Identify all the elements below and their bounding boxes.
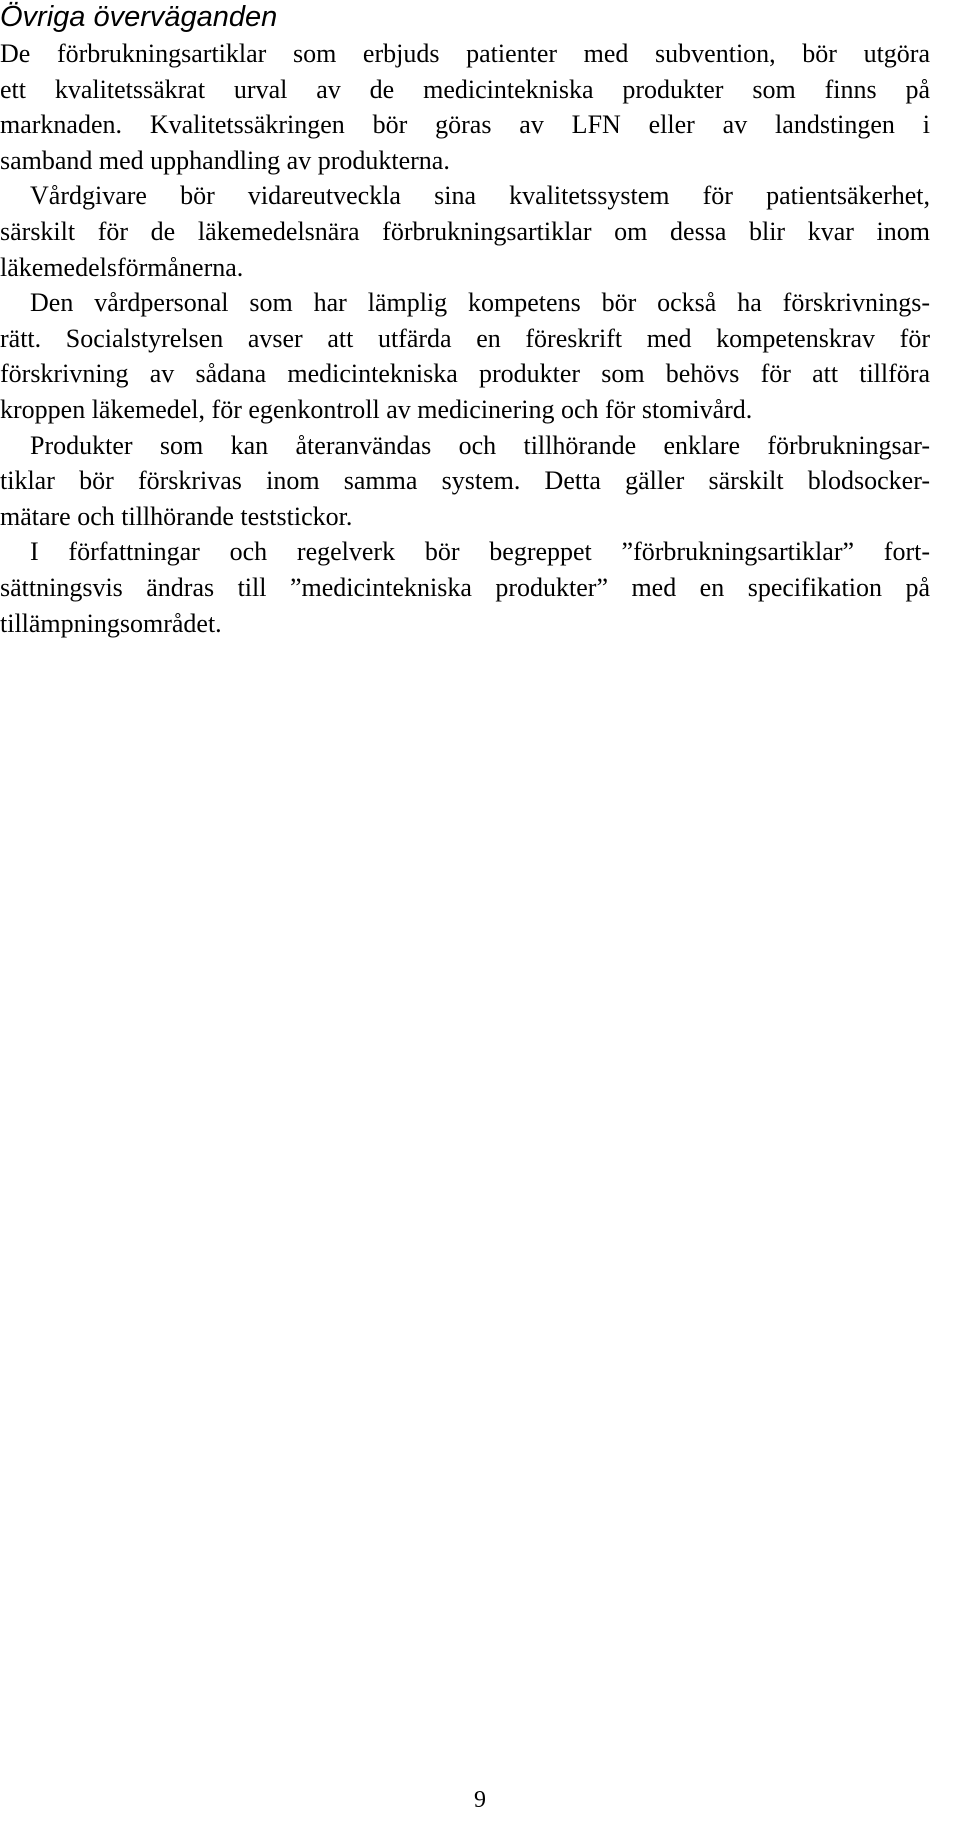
text-line: Vårdgivare bör vidareutveckla sina kvalitetssystem för patientsäkerhet,	[30, 181, 930, 211]
text-line: förskrivning av sådana medicintekniska produkter som behövs för att tillföra	[0, 359, 930, 389]
text-line: rätt. Socialstyrelsen avser att utfärda en föreskrift med kompetenskrav för	[0, 323, 930, 353]
text-line: mätare och tillhörande teststickor.	[0, 501, 353, 531]
text-line: ett kvalitetssäkrat urval av de medicintekniska produkter som finns på	[0, 74, 930, 104]
text-line: Produkter som kan återanvändas och tillhörande enklare förbrukningsar-	[30, 430, 930, 460]
text-line: tiklar bör förskrivas inom samma system. Detta gäller särskilt blodsocker-	[0, 466, 930, 496]
text-line: läkemedelsförmånerna.	[0, 252, 244, 282]
text-line: I författningar och regelverk bör begreppet ”förbrukningsartiklar” fort-	[30, 537, 930, 567]
section-heading: Övriga överväganden	[0, 1, 278, 33]
text-line: De förbrukningsartiklar som erbjuds patienter med subvention, bör utgöra	[0, 39, 930, 68]
page-number: 9	[474, 1787, 486, 1813]
text-line: sättningsvis ändras till ”medicintekniska produkter” med en specifikation på	[0, 572, 930, 602]
body-text	[0, 36, 930, 641]
text-line: Den vårdpersonal som har lämplig kompetens bör också ha förskrivnings-	[30, 288, 930, 318]
text-line: marknaden. Kvalitetssäkringen bör göras av LFN eller av landstingen i	[0, 110, 930, 140]
text-line: tillämpningsområdet.	[0, 608, 222, 638]
text-line: kroppen läkemedel, för egenkontroll av medicinering och för stomivård.	[0, 394, 753, 424]
text-line: samband med upphandling av produkterna.	[0, 145, 450, 175]
text-line: särskilt för de läkemedelsnära förbrukningsartiklar om dessa blir kvar inom	[0, 216, 930, 246]
